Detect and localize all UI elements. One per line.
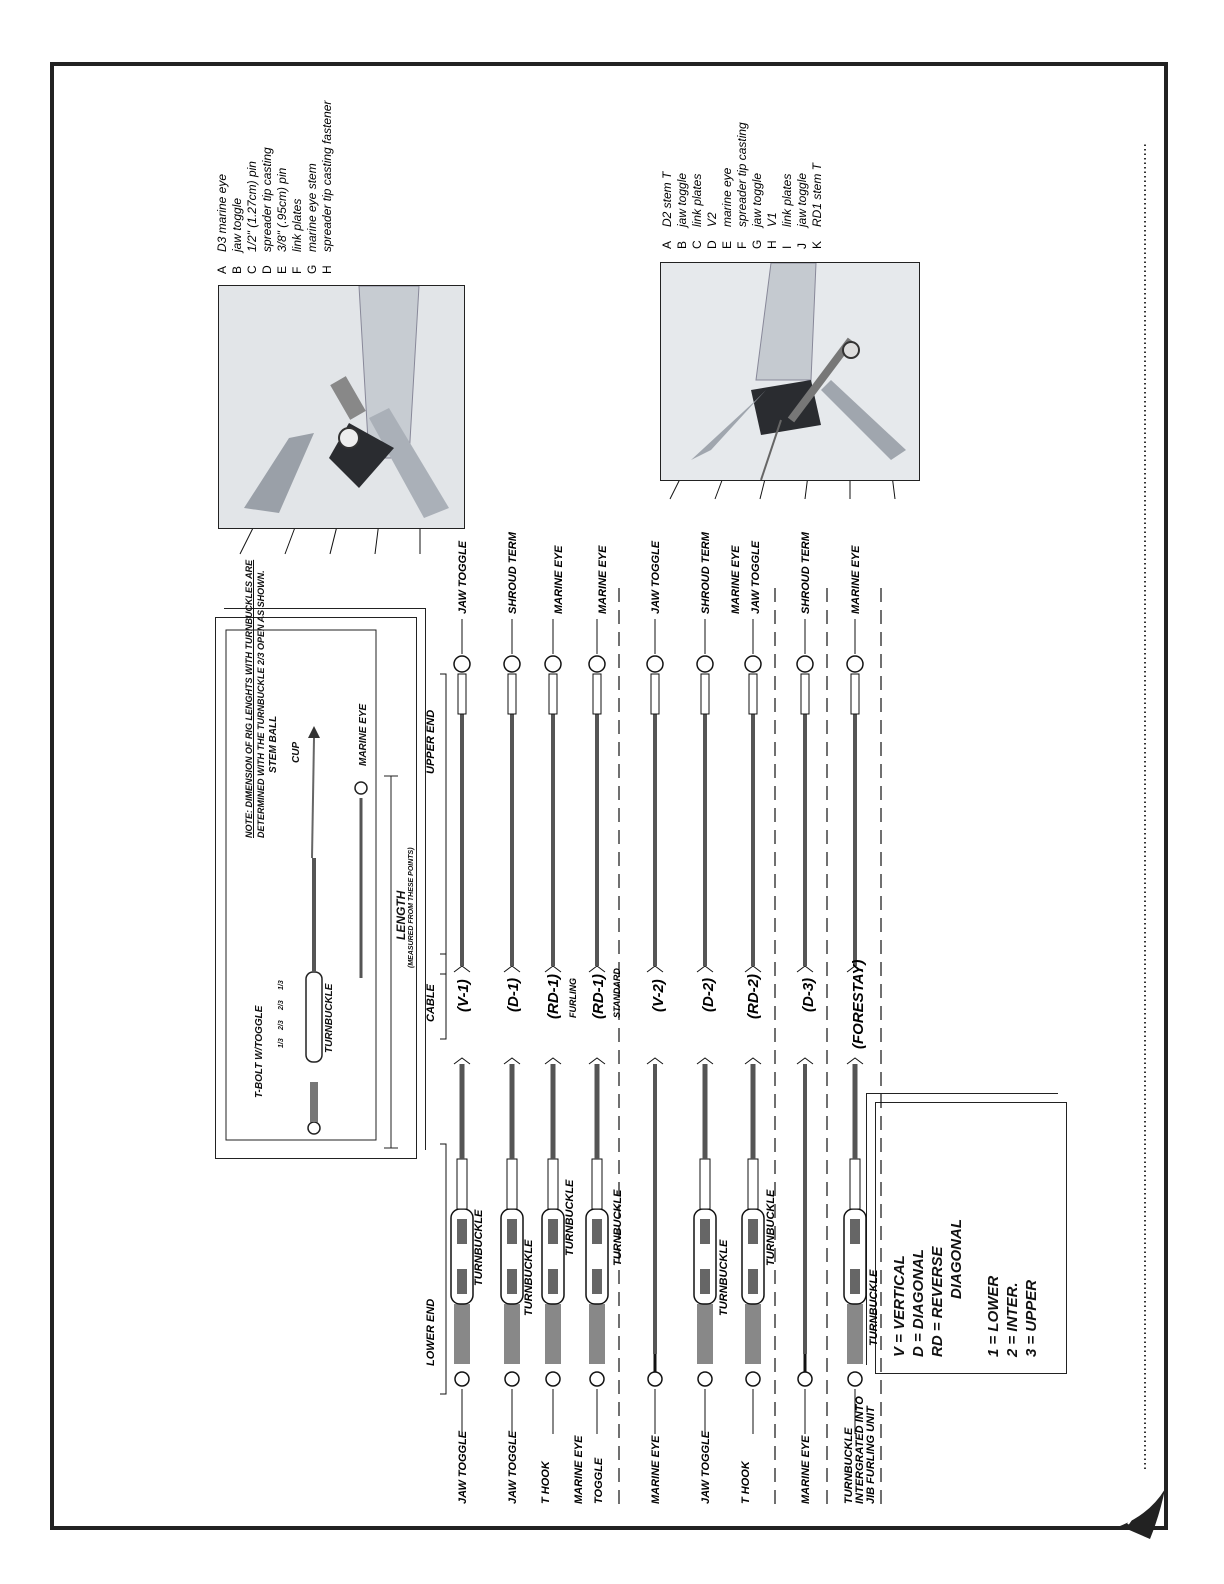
upper-stem xyxy=(651,674,659,714)
fraction: 2/3 xyxy=(278,1020,285,1030)
header-upper-end: UPPER END xyxy=(425,709,437,774)
turnbuckle-window xyxy=(507,1219,517,1244)
break-mark xyxy=(797,1058,813,1064)
legend-line: 1 = LOWER xyxy=(985,1275,1002,1357)
upper-fitting xyxy=(697,656,713,672)
break-mark xyxy=(589,1058,605,1064)
turnbuckle-label: TURNBUCKLE xyxy=(324,983,335,1053)
detail-1-legend: AD3 marine eye Bjaw toggle C1/2" (1.27cm) pin Dspreader tip casting E3/8" (.95cm) pin Flink plates Gmarine eye stem Hspreader tip casting fastener xyxy=(215,100,334,274)
row-right-label: JAW TOGGLE xyxy=(457,540,469,614)
upper-stem xyxy=(851,674,859,714)
upper-fitting xyxy=(545,656,561,672)
header-cable: CABLE xyxy=(425,984,437,1022)
lower-fitting xyxy=(648,1372,662,1386)
row-left-label: JAW TOGGLE xyxy=(507,1430,519,1504)
rod-stem xyxy=(748,1159,758,1209)
upper-fitting xyxy=(647,656,663,672)
upper-stem xyxy=(593,674,601,714)
upper-fitting xyxy=(504,656,520,672)
break-mark xyxy=(697,1058,713,1064)
detail-2-item: link plates xyxy=(690,173,704,227)
row-right-label: MARINE EYE xyxy=(730,545,742,614)
upper-stem xyxy=(701,674,709,714)
turnbuckle-window xyxy=(850,1219,860,1244)
detail-2-item: jaw toggle xyxy=(675,172,689,227)
lower-fitting xyxy=(798,1372,812,1386)
row-left-label: MARINE EYE xyxy=(650,1435,662,1504)
threaded-rod xyxy=(589,1304,605,1364)
row-mid-label: TURNBUCKLE xyxy=(868,1269,880,1346)
upper-fitting xyxy=(454,656,470,672)
detail-2-item: jaw toggle xyxy=(750,172,764,227)
turnbuckle-window xyxy=(748,1219,758,1244)
row-code: (RD-1) xyxy=(590,974,607,1019)
upper-stem xyxy=(801,674,809,714)
row-right-label: SHROUD TERM xyxy=(507,532,519,614)
detail-photo-1 xyxy=(218,285,465,529)
rod-stem xyxy=(592,1159,602,1209)
fraction: 1/3 xyxy=(278,980,285,990)
row-left-label: MARINE EYE xyxy=(800,1435,812,1504)
row-left-label: INTERGRATED INTO xyxy=(854,1396,866,1504)
lower-fitting xyxy=(505,1372,519,1386)
detail-2-item: V2 xyxy=(705,212,719,227)
row-mid-label: TURNBUCKLE xyxy=(564,1179,576,1256)
cup-label: CUP xyxy=(291,741,302,763)
threaded-rod xyxy=(745,1304,761,1364)
fraction: 1/3 xyxy=(278,1038,285,1048)
legend-line: RD = REVERSE xyxy=(929,1246,946,1357)
upper-fitting xyxy=(745,656,761,672)
row-subcode: STANDARD xyxy=(612,968,622,1018)
row-left-label: TURNBUCKLE xyxy=(843,1427,855,1504)
legend-line: DIAGONAL xyxy=(948,1219,965,1299)
upper-end-bracket xyxy=(440,674,446,974)
row-code: (D-3) xyxy=(800,977,817,1012)
legend-line: D = DIAGONAL xyxy=(910,1249,927,1357)
row-code: (V-1) xyxy=(455,979,472,1012)
break-mark xyxy=(545,966,561,972)
row-right-label: JAW TOGGLE xyxy=(650,540,662,614)
break-mark xyxy=(454,966,470,972)
turnbuckle-window xyxy=(548,1269,558,1294)
break-mark xyxy=(504,1058,520,1064)
row-right-label: MARINE EYE xyxy=(850,545,862,614)
row-left-label: MARINE EYE xyxy=(573,1435,585,1504)
row-mid-label: TURNBUCKLE xyxy=(612,1189,624,1266)
upper-fitting xyxy=(797,656,813,672)
rod-stem xyxy=(507,1159,517,1209)
break-mark xyxy=(697,966,713,972)
upper-stem xyxy=(458,674,466,714)
detail-photo-1-drawing xyxy=(219,286,464,528)
threaded-rod xyxy=(454,1304,470,1364)
threaded-rod xyxy=(847,1304,863,1364)
row-left-label: JIB FURLING UNIT xyxy=(865,1406,877,1504)
lower-fitting xyxy=(455,1372,469,1386)
break-mark xyxy=(847,1058,863,1064)
rod-stem xyxy=(850,1159,860,1209)
break-mark xyxy=(745,1058,761,1064)
legend-line: 2 = INTER. xyxy=(1004,1282,1021,1357)
rod-stem xyxy=(700,1159,710,1209)
detail-2-item: link plates xyxy=(780,173,794,227)
lower-fitting xyxy=(746,1372,760,1386)
detail-1-item: spreader tip casting fastener xyxy=(320,100,334,252)
detail-photo-2 xyxy=(660,262,920,481)
threaded-rod xyxy=(545,1304,561,1364)
turnbuckle-window xyxy=(748,1269,758,1294)
turnbuckle-window xyxy=(850,1269,860,1294)
break-mark xyxy=(504,966,520,972)
threaded-rod xyxy=(697,1304,713,1364)
turnbuckle-window xyxy=(457,1219,467,1244)
detail-1-item: 1/2" (1.27cm) pin xyxy=(245,161,259,252)
detail-2-item: V1 xyxy=(765,212,779,227)
break-mark xyxy=(797,966,813,972)
detail-2-item: marine eye xyxy=(720,167,734,227)
row-mid-label: TURNBUCKLE xyxy=(523,1239,535,1316)
row-code: (FORESTAY) xyxy=(850,959,867,1049)
measured-label: (MEASURED FROM THESE POINTS) xyxy=(408,847,415,968)
row-right-label: SHROUD TERM xyxy=(700,532,712,614)
row-left-label: T HOOK xyxy=(740,1461,752,1504)
detail-photo-2-drawing xyxy=(661,263,919,480)
row-right-label: SHROUD TERM xyxy=(800,532,812,614)
t-bolt-label: T-BOLT W/TOGGLE xyxy=(254,1005,265,1098)
detail-2-item: spreader tip casting xyxy=(735,122,749,227)
break-mark xyxy=(589,966,605,972)
upper-stem xyxy=(508,674,516,714)
lower-fitting xyxy=(546,1372,560,1386)
row-mid-label: TURNBUCKLE xyxy=(473,1209,485,1286)
length-label: LENGTH xyxy=(394,890,408,940)
detail-1-item: spreader tip casting xyxy=(260,147,274,252)
detail-1-item: D3 marine eye xyxy=(215,173,229,252)
row-right-label: JAW TOGGLE xyxy=(750,540,762,614)
detail-1-item: jaw toggle xyxy=(230,197,244,252)
row-code: (D-2) xyxy=(700,977,717,1012)
upper-stem xyxy=(549,674,557,714)
detail-2-item: D2 stem T xyxy=(660,171,674,227)
break-mark xyxy=(745,966,761,972)
turnbuckle-window xyxy=(548,1219,558,1244)
row-left-label: JAW TOGGLE xyxy=(700,1430,712,1504)
marine-eye-label: MARINE EYE xyxy=(358,703,369,766)
rod-stem xyxy=(457,1159,467,1209)
row-left-label: T HOOK xyxy=(540,1461,552,1504)
row-left-label: TOGGLE xyxy=(593,1457,605,1504)
row-code: (RD-2) xyxy=(745,974,762,1019)
row-mid-label: TURNBUCKLE xyxy=(765,1189,777,1266)
row-left-label: JAW TOGGLE xyxy=(457,1430,469,1504)
fraction: 2/3 xyxy=(278,1000,285,1010)
row-right-label: MARINE EYE xyxy=(553,545,565,614)
detail-2-item: jaw toggle xyxy=(795,172,809,227)
header-lower-end: LOWER END xyxy=(425,1298,437,1366)
rod-stem xyxy=(548,1159,558,1209)
detail-2-legend: AD2 stem T Bjaw toggle Clink plates DV2 Emarine eye Fspreader tip casting Gjaw toggle HV1 Ilink plates Jjaw toggle KRD1 stem T xyxy=(660,122,824,249)
turnbuckle-window xyxy=(700,1219,710,1244)
cable-bracket xyxy=(440,954,446,1039)
turnbuckle-window xyxy=(592,1219,602,1244)
turnbuckle-window xyxy=(700,1269,710,1294)
turnbuckle-window xyxy=(457,1269,467,1294)
turnbuckle-window xyxy=(507,1269,517,1294)
detail-1-item: link plates xyxy=(290,198,304,252)
stem-ball-label: STEM BALL xyxy=(268,715,279,773)
note-text: NOTE: DIMENSION OF RIG LENGHTS WITH TURNBUCKLES ARE xyxy=(244,559,254,838)
break-mark xyxy=(454,1058,470,1064)
break-mark xyxy=(647,1058,663,1064)
upper-fitting xyxy=(847,656,863,672)
detail-1-item: marine eye stem xyxy=(305,163,319,252)
note-text: DETERMINED WITH THE TURNBUCKLE 2/3 OPEN AS SHOWN. xyxy=(256,570,266,838)
row-mid-label: TURNBUCKLE xyxy=(718,1239,730,1316)
row-code: (RD-1) xyxy=(545,974,562,1019)
lower-fitting xyxy=(590,1372,604,1386)
detail-1-item: 3/8" (.95cm) pin xyxy=(275,167,289,252)
lower-fitting xyxy=(698,1372,712,1386)
upper-stem xyxy=(749,674,757,714)
lower-fitting xyxy=(848,1372,862,1386)
legend-line: 3 = UPPER xyxy=(1023,1279,1040,1357)
row-code: (D-1) xyxy=(505,977,522,1012)
row-right-label: MARINE EYE xyxy=(597,545,609,614)
row-subcode: FURLING xyxy=(568,978,578,1018)
break-mark xyxy=(545,1058,561,1064)
turnbuckle-window xyxy=(592,1269,602,1294)
upper-fitting xyxy=(589,656,605,672)
break-mark xyxy=(647,966,663,972)
lower-end-bracket xyxy=(440,1144,446,1394)
legend-line: V = VERTICAL xyxy=(891,1255,908,1357)
row-code: (V-2) xyxy=(650,979,667,1012)
threaded-rod xyxy=(504,1304,520,1364)
detail-2-item: RD1 stem T xyxy=(810,162,824,227)
